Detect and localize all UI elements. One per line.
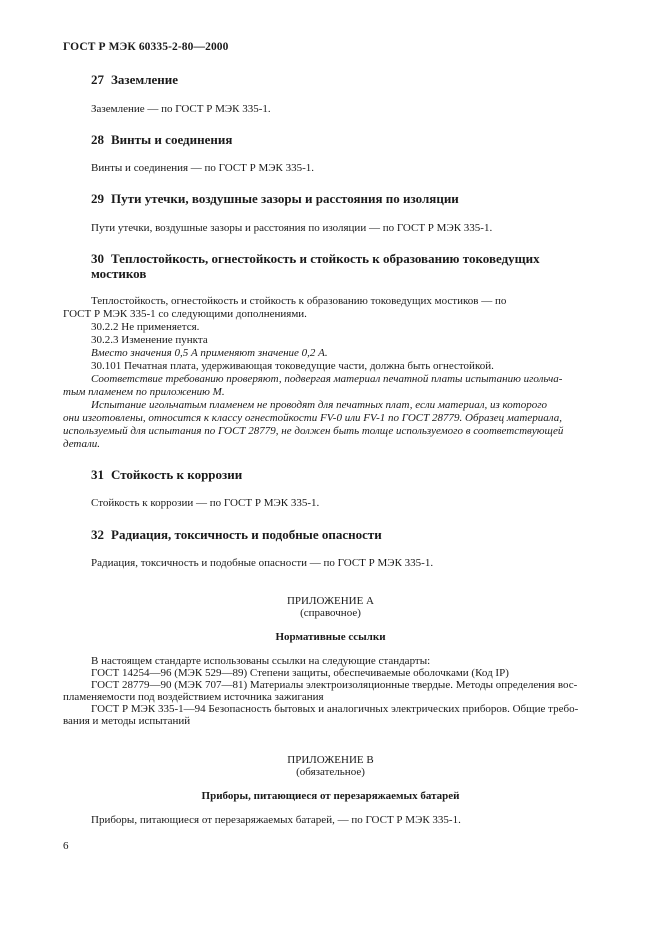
section-30-test-note-line3: используемый для испытания по ГОСТ 28779, не должен быть толще используемого в соответствующей [63, 425, 564, 437]
section-30-compliance-line1: Соответствие требованию проверяют, подвергая материал печатной платы испытанию игольча- [91, 373, 563, 385]
section-30-heading-line2: мостиков [91, 266, 147, 281]
annex-b-kind: (обязательное) [296, 766, 365, 778]
annex-a-ref-gost-r-335-1-line2: вания и методы испытаний [63, 715, 191, 727]
section-28-body: Винты и соединения — по ГОСТ Р МЭК 335-1. [91, 162, 315, 174]
annex-b-title: Приборы, питающиеся от перезаряжаемых батарей [201, 790, 460, 802]
section-30-item-30-101: 30.101 Печатная плата, удерживающая токоведущие части, должна быть огнестойкой. [91, 360, 494, 372]
section-number: 27 [91, 72, 104, 87]
section-31-heading [91, 467, 242, 482]
annex-a-kind: (справочное) [300, 607, 361, 619]
section-30-test-note-line1: Испытание игольчатым пламенем не проводят для печатных плат, если материал, из которого [91, 399, 548, 411]
section-title: Пути утечки, воздушные зазоры и расстояния по изоляции [111, 191, 459, 206]
section-32-heading [91, 527, 382, 542]
section-30-item-30-2-2: 30.2.2 Не применяется. [91, 321, 200, 333]
section-title: Винты и соединения [111, 132, 233, 147]
annex-a-ref-gost-28779-line2: пламеняемости под воздействием источника зажигания [63, 691, 324, 703]
section-title: Заземление [111, 72, 179, 87]
annex-a-ref-gost-14254: ГОСТ 14254—96 (МЭК 529—89) Степени защиты, обеспечиваемые оболочками (Код IP) [91, 667, 509, 679]
section-30-test-note-line2: они изготовлены, относится к классу огнестойкости FV-0 или FV-1 по ГОСТ 28779. Образец материала, [63, 412, 562, 424]
standard-code-header: ГОСТ Р МЭК 60335-2-80—2000 [63, 41, 229, 53]
annex-b-body: Приборы, питающиеся от перезаряжаемых батарей, — по ГОСТ Р МЭК 335-1. [91, 814, 461, 826]
section-29-body: Пути утечки, воздушные зазоры и расстояния по изоляции — по ГОСТ Р МЭК 335-1. [91, 222, 493, 234]
section-title: Стойкость к коррозии [111, 467, 243, 482]
section-30-item-30-2-3-text: Вместо значения 0,5 А применяют значение 0,2 А. [91, 347, 328, 359]
section-30-compliance-line2: тым пламенем по приложению М. [63, 386, 225, 398]
section-number: 32 [91, 527, 104, 542]
section-30-item-30-2-3: 30.2.3 Изменение пункта [91, 334, 208, 346]
section-number: 29 [91, 191, 104, 206]
annex-b-label: ПРИЛОЖЕНИЕ В [287, 754, 374, 766]
section-30-test-note-line4: детали. [63, 438, 101, 450]
annex-a-ref-gost-r-335-1-line1: ГОСТ Р МЭК 335-1—94 Безопасность бытовых и аналогичных электрических приборов. Общие требо- [91, 703, 579, 715]
section-title: Радиация, токсичность и подобные опасности [111, 527, 382, 542]
section-27-heading [91, 72, 178, 87]
section-32-body: Радиация, токсичность и подобные опасности — по ГОСТ Р МЭК 335-1. [91, 557, 434, 569]
section-number: 28 [91, 132, 104, 147]
annex-a-label: ПРИЛОЖЕНИЕ А [286, 595, 374, 607]
section-number: 31 [91, 467, 104, 482]
section-27-body: Заземление — по ГОСТ Р МЭК 335-1. [91, 103, 271, 115]
section-title-line1: Теплостойкость, огнестойкость и стойкость к образованию токоведущих [111, 251, 540, 266]
page-number: 6 [63, 840, 69, 852]
section-number: 30 [91, 251, 104, 266]
section-30-heading [91, 251, 540, 266]
section-29-heading [91, 191, 459, 206]
section-28-heading [91, 132, 232, 147]
annex-a-title: Нормативные ссылки [275, 631, 386, 643]
section-30-para1-line2: ГОСТ Р МЭК 335-1 со следующими дополнениями. [63, 308, 307, 320]
annex-a-intro: В настоящем стандарте использованы ссылки на следующие стандарты: [91, 655, 431, 667]
section-31-body: Стойкость к коррозии — по ГОСТ Р МЭК 335-1. [91, 497, 320, 509]
annex-a-ref-gost-28779-line1: ГОСТ 28779—90 (МЭК 707—81) Материалы электроизоляционные твердые. Методы определения вос- [91, 679, 578, 691]
section-30-para1-line1: Теплостойкость, огнестойкость и стойкость к образованию токоведущих мостиков — по [91, 295, 507, 307]
